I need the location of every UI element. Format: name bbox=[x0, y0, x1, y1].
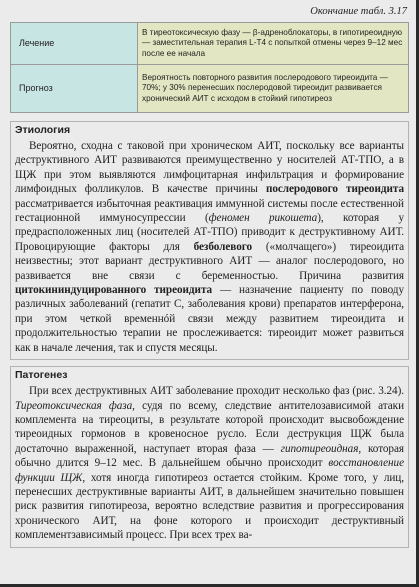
text-run: , хотя иногда гипотиреоз остается стойким. Кроме того, у лиц, перенесших деструктивные варианты АИТ, в дальнейшем значительно повышен риск развития гипотиреоза, вероятно вследствие развития и прогрессирования хронического АИТ, на фоне которого и происходит деструктивный комплементзависимый процесс. При всех трех ва- bbox=[15, 471, 404, 542]
etiology-paragraph bbox=[15, 139, 404, 355]
text-run: рассматривается избыточная реактивация иммунной системы после естественной гестационной иммуносупрессии ( bbox=[15, 197, 404, 225]
text-run: При всех деструктивных АИТ заболевание проходит несколько фаз (рис. 3.24). bbox=[29, 385, 404, 398]
text-run: Вероятно, сходна с таковой при хроническом АИТ, поскольку все варианты деструктивного АИТ развиваются преимущественно у носителей АТ-ТПО, а в ЩЖ при этом выявляются лимфоцитарная инфильтрация и формирование лимфоидных фолликулов. В качестве причины bbox=[15, 140, 404, 196]
section-heading: Этиология bbox=[15, 124, 71, 136]
table-row bbox=[11, 65, 409, 113]
term-painless: безболевого bbox=[193, 240, 253, 253]
text-run: , которая обычно длится 9–12 мес. В дальнейшем обычно происходит bbox=[15, 442, 404, 470]
term-hypothyroid-phase: гипотиреоидная bbox=[280, 442, 359, 455]
term-recovery-phase: восстановление функции ЩЖ bbox=[15, 457, 404, 484]
text-run: — назначение пациенту по поводу различных заболеваний (гепатит С, заболевания крови) препаратов интерферона, при этом четкой временнóй связи между развитием тиреоидита и продолжительностью терапии не прослеживается: тиреоидит может развиться как в начале лечения, так и спустя месяцы. bbox=[15, 284, 404, 354]
text-run: , судя по всему, следствие антителозависимой атаки комплемента на тиреоциты, в результате которой происходит высвобождение тиреоидных гормонов в кровеносное русло. Если деструкция ЩЖ была достаточно выраженной, наступает вторая фаза — bbox=[15, 399, 405, 455]
pathogenesis-section bbox=[10, 366, 409, 547]
term-cytokine-induced-thyroiditis: цитокининдуцированного тиреоидита bbox=[15, 284, 213, 297]
row-label: Прогноз bbox=[11, 65, 138, 113]
table-row bbox=[11, 23, 409, 65]
term-thyrotoxic-phase: Тиреотоксическая фаза bbox=[15, 399, 133, 412]
etiology-section bbox=[10, 121, 409, 360]
term-rebound-phenomenon: феномен рикошета bbox=[208, 212, 318, 225]
term-postpartum-thyroiditis: послеродового тиреоидита bbox=[265, 183, 404, 196]
text-run: («молчащего») тиреоидита неизвестны; этот вариант деструктивного АИТ — аналог послеродового, но развивается вне связи с беременностью. Причина развития bbox=[15, 240, 405, 282]
row-text: Вероятность повторного развития послеродового тиреоидита — 70%; у 30% перенесших послеродовой тиреоидит развивается хронический АИТ с исходом в стойкий гипотиреоз bbox=[138, 65, 409, 113]
text-run: ), которая у предрасположенных лиц (носителей АТ-ТПО) приводит к деструктивному АИТ. Провоцирующие факторы для bbox=[15, 212, 404, 253]
row-label: Лечение bbox=[11, 23, 138, 65]
table-continuation-caption: Окончание табл. 3.17 bbox=[310, 6, 407, 17]
pathogenesis-paragraph bbox=[15, 384, 404, 542]
clinical-table bbox=[10, 22, 409, 113]
row-text: В тиреотоксическую фазу — β-адреноблокаторы, в гипотиреоидную — заместительная терапия L-T4 с попыткой отмены через 9–12 мес после ее начала bbox=[138, 23, 409, 65]
section-heading: Патогенез bbox=[15, 369, 68, 382]
